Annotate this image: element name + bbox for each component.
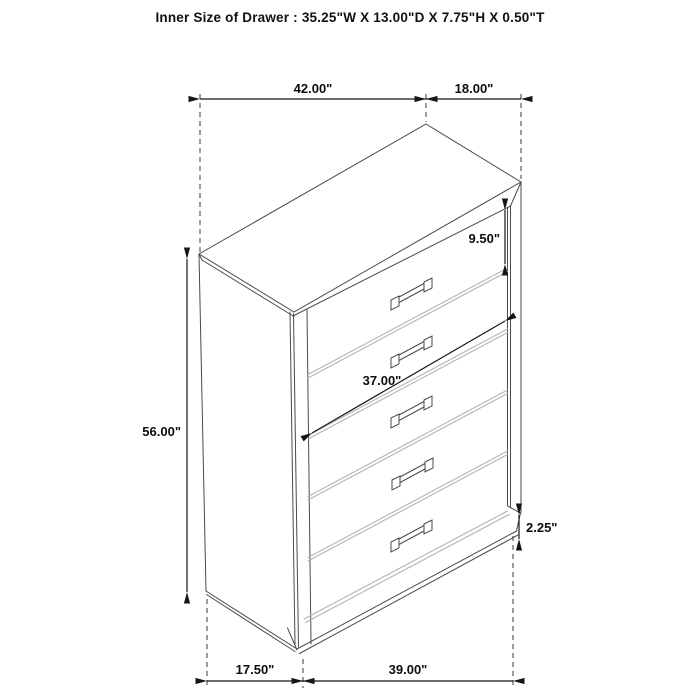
dim-top-depth-label: 18.00" [454, 81, 494, 96]
chest-top-face [199, 124, 521, 317]
drawer5-handle-icon [391, 520, 432, 552]
dim-top-drawer-height-label: 9.50" [468, 231, 500, 246]
dim-top-width [200, 81, 426, 99]
dim-top-width-label: 42.00" [293, 81, 333, 96]
drawer1-handle-icon [391, 278, 432, 310]
page-title: Inner Size of Drawer : 35.25"W X 13.00"D X 7.75"H X 0.50"T [155, 10, 545, 25]
dim-bottom-width [303, 662, 513, 681]
dim-bottom-depth [207, 662, 303, 681]
dim-overall-height [142, 259, 187, 592]
dim-bottom-depth-label: 17.50" [235, 662, 275, 677]
chest-outline [199, 124, 521, 654]
dim-top-depth [426, 81, 521, 99]
dim-drawer-diagonal [312, 321, 505, 433]
chest-left-panel [199, 254, 299, 652]
drawer3-handle-icon [391, 396, 432, 428]
dim-overall-height-label: 56.00" [142, 424, 181, 439]
drawer4-handle-icon [392, 458, 433, 490]
dim-drawer-diagonal-label: 37.00" [362, 373, 402, 388]
dim-base-height-label: 2.25" [526, 520, 558, 535]
dim-bottom-width-label: 39.00" [388, 662, 428, 677]
drawer2-handle-icon [391, 336, 432, 368]
drawer-seams [304, 268, 509, 623]
dim-base-height [519, 515, 557, 539]
